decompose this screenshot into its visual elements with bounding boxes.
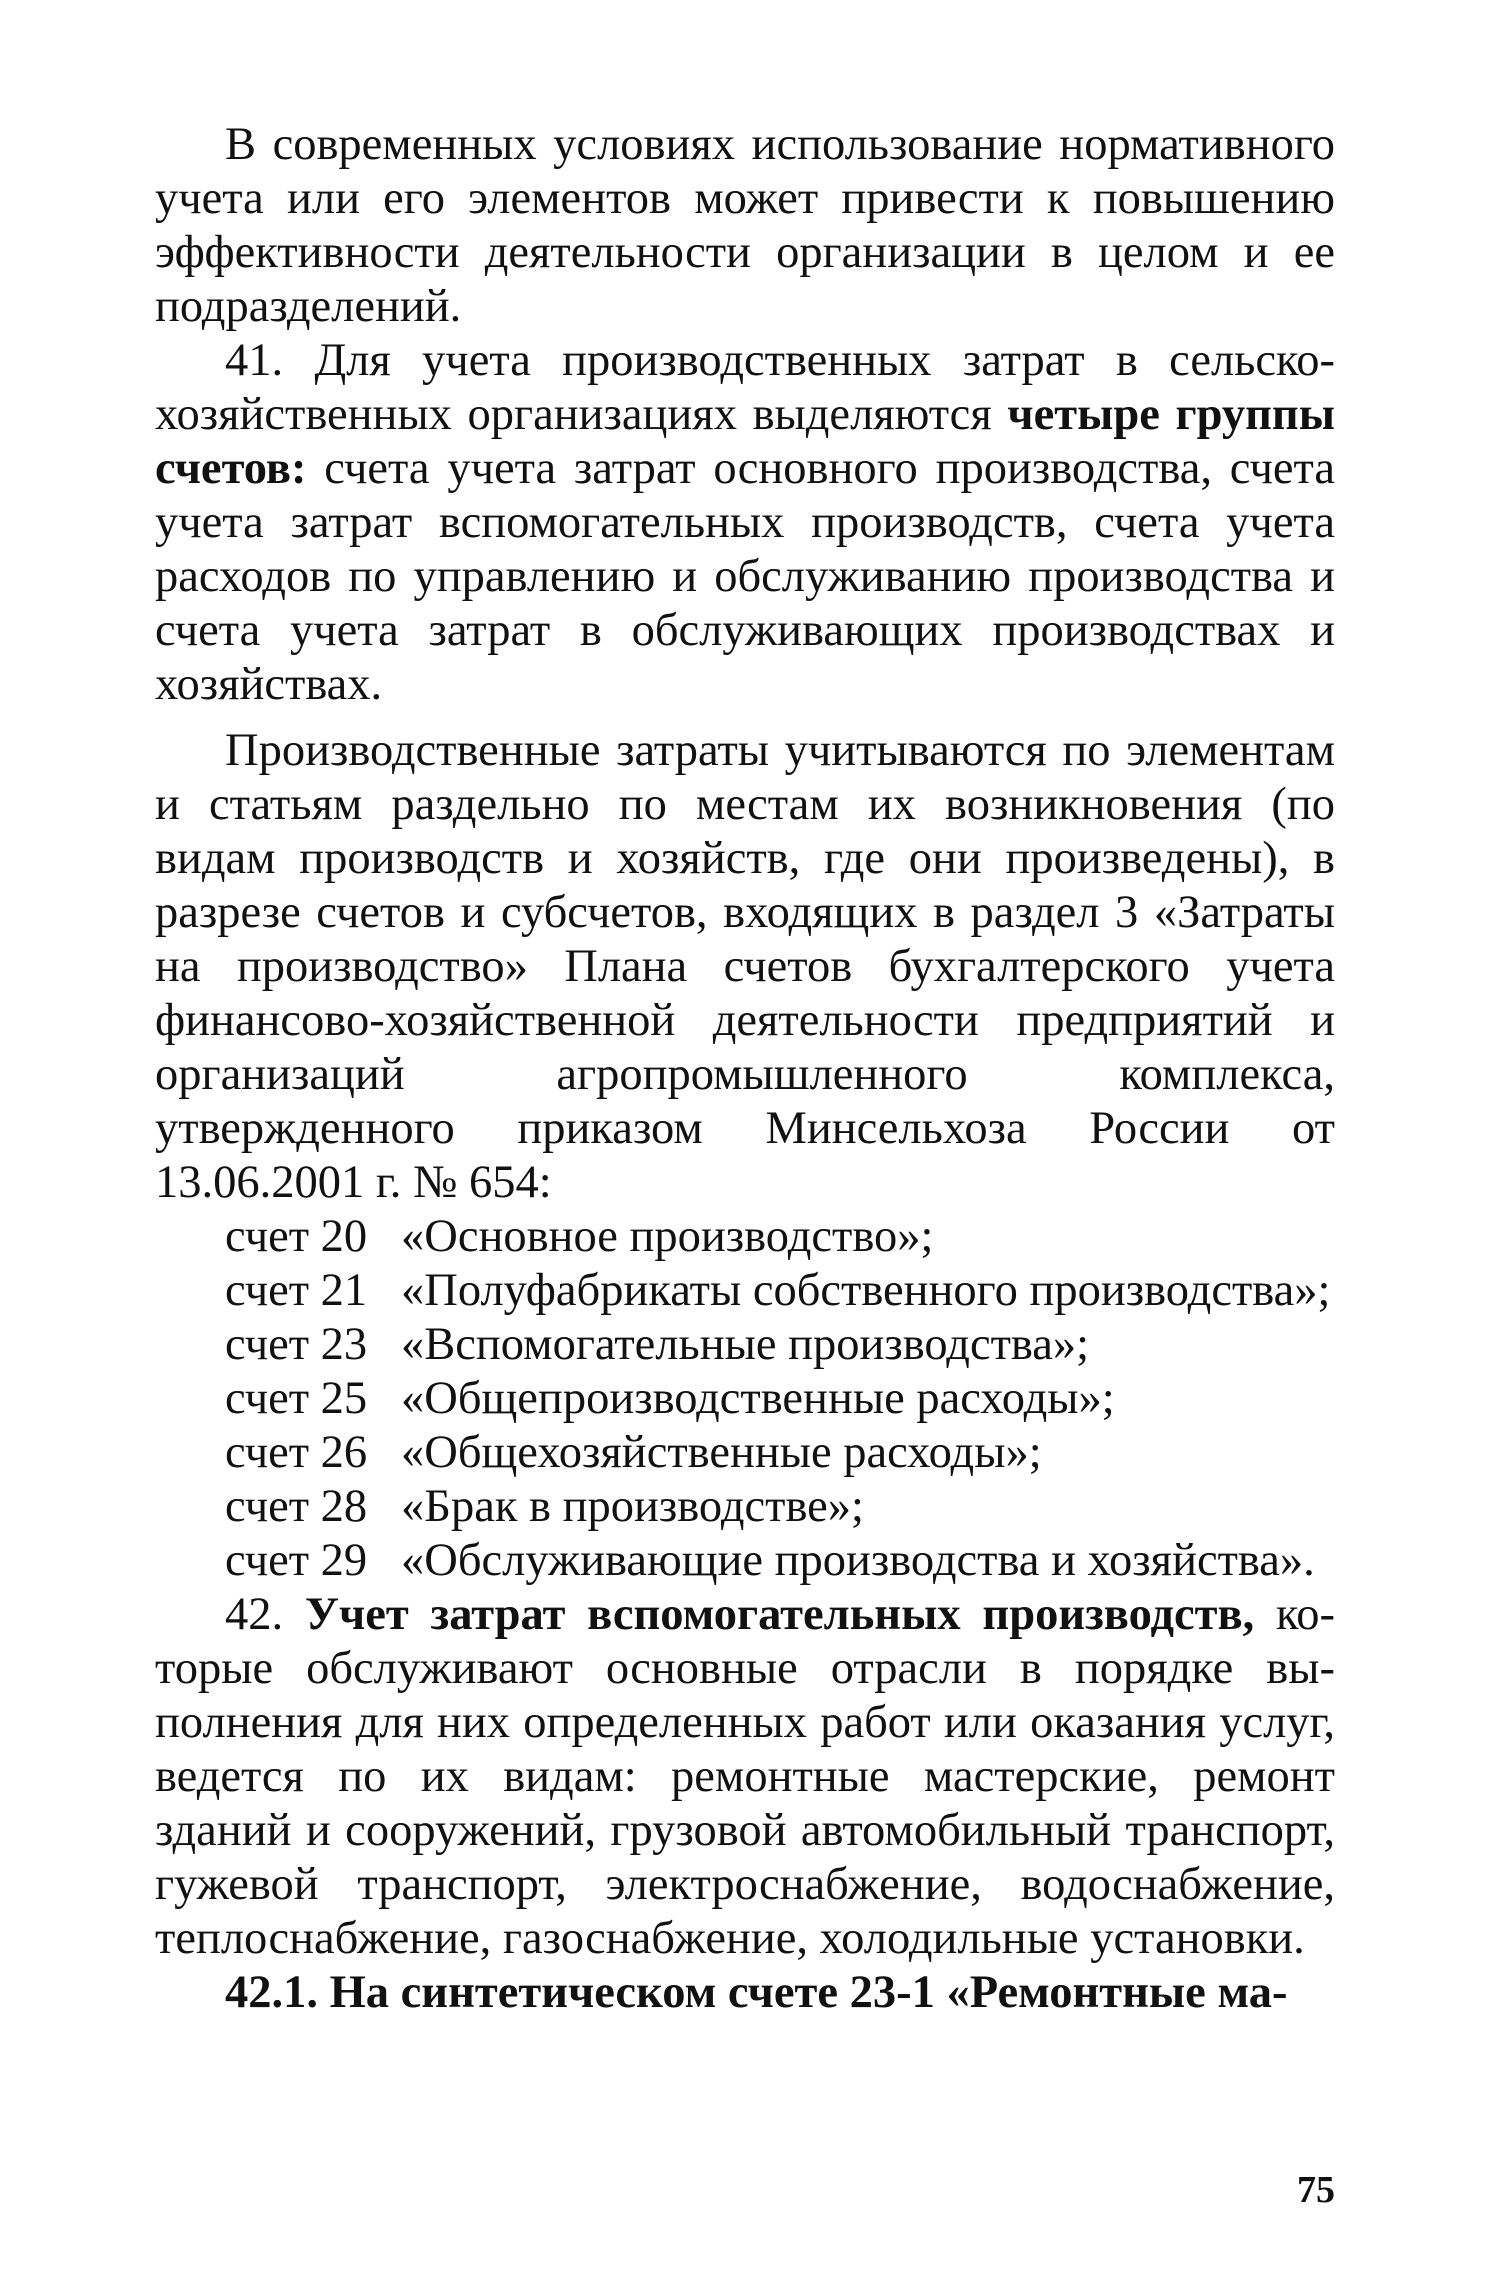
section-number-42-1: 42.1. [225, 1967, 318, 2018]
bold-four-groups: четыре группы счетов: [155, 389, 1336, 494]
account-name: «Общехозяйственные расходы»; [401, 1427, 1042, 1478]
paragraph-42 [155, 1588, 1335, 1966]
section-number-42: 42. [225, 1589, 284, 1640]
account-number: счет 28 [225, 1481, 368, 1532]
paragraph-42-text: которые обслуживают основные отрасли в порядке выполнения для них определенных работ или оказания услуг, ведется по их видам: ремонтные мастерские, ремонт зданий и сооружений, грузовой автомобильный транспорт, гужевой транспорт, электроснабжение, водоснабжение, теплоснабжение, газоснабжение, холодильные установки. [155, 1589, 1336, 1964]
paragraph-normative-accounting: В современных условиях использование нормативного учета или его элементов может привести к повышению эффективности деятельности организации в целом и ее подразделений. [155, 119, 1335, 332]
account-item [155, 1426, 1335, 1480]
account-item [155, 1264, 1335, 1318]
account-item [155, 1318, 1335, 1372]
account-item [155, 1534, 1335, 1588]
page-body [155, 118, 1335, 2020]
account-name: «Полуфабрикаты собственного производства»; [401, 1265, 1331, 1316]
account-item [155, 1210, 1335, 1264]
account-number: счет 26 [225, 1427, 368, 1478]
account-name: «Основное производство»; [401, 1211, 934, 1262]
paragraph-41-end: счета учета затрат основного производства, счета учета затрат вспомогательных производств, счета учета расходов по управлению и обслуживанию производства и счета учета затрат в обслуживающих производствах и хозяйствах. [155, 443, 1336, 710]
account-number: счет 25 [225, 1373, 368, 1424]
page-number: 75 [1297, 2169, 1335, 2211]
bold-auxiliary-production: Учет затрат вспомогательных производств, [304, 1589, 1255, 1640]
bold-synthetic-account: На синтетическом счете 23-1 «Ремонтные ма- [329, 1967, 1288, 2018]
paragraph-41 [155, 334, 1335, 712]
account-number: счет 21 [225, 1265, 368, 1316]
account-number: счет 29 [225, 1535, 368, 1586]
paragraph-production-costs: Производственные затраты учитываются по элементам и статьям раздельно по местам их возникновения (по видам производств и хозяйств, где они произведены), в разрезе счетов и субсчетов, входящих в раздел 3 «Затраты на производство» Плана счетов бухгалтерского учета финансово-хозяйственной деятельности предприятий и организаций агропромышленного комплекса, утвержденного приказом Минсельхоза России от 13.06.2001 г. № 654: [155, 725, 1335, 1208]
account-name: «Вспомогательные производства»; [401, 1319, 1090, 1370]
section-number-41: 41. [225, 335, 284, 386]
account-number: счет 23 [225, 1319, 368, 1370]
account-number: счет 20 [225, 1211, 368, 1262]
paragraph-42-1 [155, 1966, 1335, 2020]
account-item [155, 1480, 1335, 1534]
account-name: «Обслуживающие производства и хозяйства». [401, 1535, 1315, 1586]
paragraph-41-start: Для учета производственных затрат в сельскохозяйственных организациях выделяются [155, 335, 1335, 440]
account-name: «Брак в производстве»; [401, 1481, 864, 1532]
account-name: «Общепроизводственные расходы»; [401, 1373, 1115, 1424]
account-item [155, 1372, 1335, 1426]
